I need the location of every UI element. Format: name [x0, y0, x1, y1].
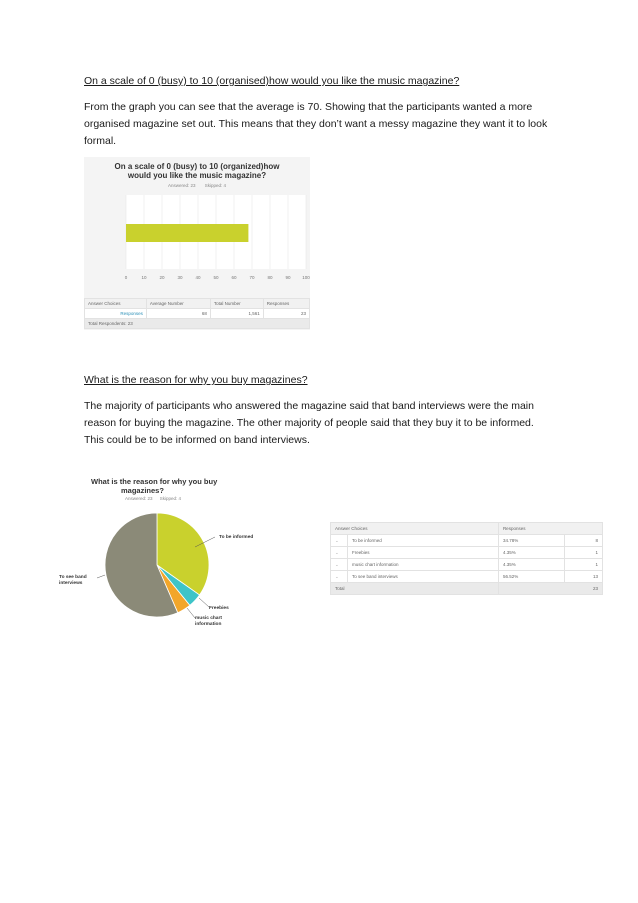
table-cell: music chart information — [348, 559, 499, 571]
table-cell: Freebies — [348, 547, 499, 559]
x-tick-label: 50 — [213, 275, 219, 280]
x-tick-label: 20 — [159, 275, 165, 280]
responses-link[interactable]: Responses — [85, 309, 147, 319]
paragraph-line: The majority of participants who answered the magazine said that band interviews were the main — [84, 400, 534, 412]
table-row — [331, 559, 603, 571]
x-tick-label: 30 — [177, 275, 183, 280]
table-header: Responses — [263, 299, 309, 309]
x-tick-label: 90 — [285, 275, 291, 280]
pie-label-line: interviews — [59, 581, 83, 586]
paragraph-line: organised magazine set out. This means that they don’t want a messy magazine they want it to look — [84, 118, 548, 130]
bar-responses — [126, 224, 248, 242]
table-cell: 8 — [564, 535, 602, 547]
paragraph-line: From the graph you can see that the average is 70. Showing that the participants wanted a more — [84, 101, 533, 113]
table-cell: 1,561 — [210, 309, 263, 319]
table-row — [331, 571, 603, 583]
pie-label-band — [59, 575, 87, 587]
x-tick-label: 80 — [267, 275, 273, 280]
table-header-row — [331, 523, 603, 535]
chart-title-line: would you like the music magazine? — [127, 171, 267, 180]
pie-label-music — [195, 616, 222, 628]
table-total-row — [331, 583, 603, 595]
answered-count: Answered: 23 — [125, 496, 153, 501]
reasons-pie-chart — [55, 470, 297, 634]
table-cell: 68 — [146, 309, 210, 319]
chart-title-line: On a scale of 0 (busy) to 10 (organized)how — [114, 162, 280, 171]
pie-label-line: To see band — [59, 575, 87, 580]
table-cell: 56.52% — [498, 571, 564, 583]
pie-leader-line — [187, 608, 195, 618]
table-cell: 13 — [564, 571, 602, 583]
pie-label-line: music chart — [195, 616, 222, 621]
chevron-down-icon[interactable]: ⌄ — [331, 559, 348, 571]
x-tick-label: 40 — [195, 275, 201, 280]
table-row — [85, 309, 310, 319]
table-cell: 23 — [263, 309, 309, 319]
reasons-table — [330, 522, 603, 595]
bar-chart-plot — [84, 157, 310, 297]
table-cell: 34.78% — [498, 535, 564, 547]
section2-paragraph — [84, 398, 534, 449]
average-bar-chart — [84, 157, 310, 330]
x-tick-label: 60 — [231, 275, 237, 280]
pie-leader-line — [97, 575, 105, 578]
paragraph-line: formal. — [84, 135, 117, 147]
table-cell: 1 — [564, 559, 602, 571]
total-value: 23 — [498, 583, 602, 595]
pie-plot — [55, 470, 297, 634]
table-total-row — [85, 319, 310, 329]
answered-count: Answered: 23 — [167, 183, 196, 188]
table-cell: 1 — [564, 547, 602, 559]
section2-heading: What is the reason for why you buy magazines? — [84, 374, 308, 386]
chart-title-line: What is the reason for why you buy — [91, 477, 218, 486]
chevron-down-icon[interactable]: ⌄ — [331, 535, 348, 547]
table-cell: 4.35% — [498, 547, 564, 559]
table-header: Answer Choices — [331, 523, 499, 535]
total-label: Total — [331, 583, 499, 595]
table-cell: To be informed — [348, 535, 499, 547]
pie-label-informed: To be informed — [219, 535, 254, 540]
x-tick-label: 100 — [302, 275, 310, 280]
chart-title-line: magazines? — [121, 486, 164, 495]
chevron-down-icon[interactable]: ⌄ — [331, 571, 348, 583]
table-header-row — [85, 299, 310, 309]
skipped-count: Skipped: 4 — [159, 496, 182, 501]
pie-leader-line — [199, 598, 209, 607]
table-cell: 4.35% — [498, 559, 564, 571]
x-tick-label: 0 — [124, 275, 128, 280]
x-tick-label: 70 — [249, 275, 255, 280]
paragraph-line: reason for buying the magazine. The other majority of people said that they buy it to be informed. — [84, 417, 534, 429]
table-row — [331, 547, 603, 559]
pie-label-line: information — [195, 622, 222, 627]
table-header: Answer Choices — [85, 299, 147, 309]
x-tick-label: 10 — [141, 275, 147, 280]
section1-paragraph — [84, 99, 547, 150]
skipped-count: Skipped: 4 — [204, 183, 227, 188]
average-table — [84, 298, 310, 329]
paragraph-line: This could be to be informed on band interviews. — [84, 434, 310, 446]
section1-heading: On a scale of 0 (busy) to 10 (organised)how would you like the music magazine? — [84, 75, 460, 87]
table-header: Responses — [498, 523, 602, 535]
pie-label-freebies: Freebies — [209, 606, 229, 611]
table-cell: To see band interviews — [348, 571, 499, 583]
table-header: Average Number — [146, 299, 210, 309]
total-respondents: Total Respondents: 23 — [85, 319, 310, 329]
chevron-down-icon[interactable]: ⌄ — [331, 547, 348, 559]
table-header: Total Number — [210, 299, 263, 309]
table-row — [331, 535, 603, 547]
